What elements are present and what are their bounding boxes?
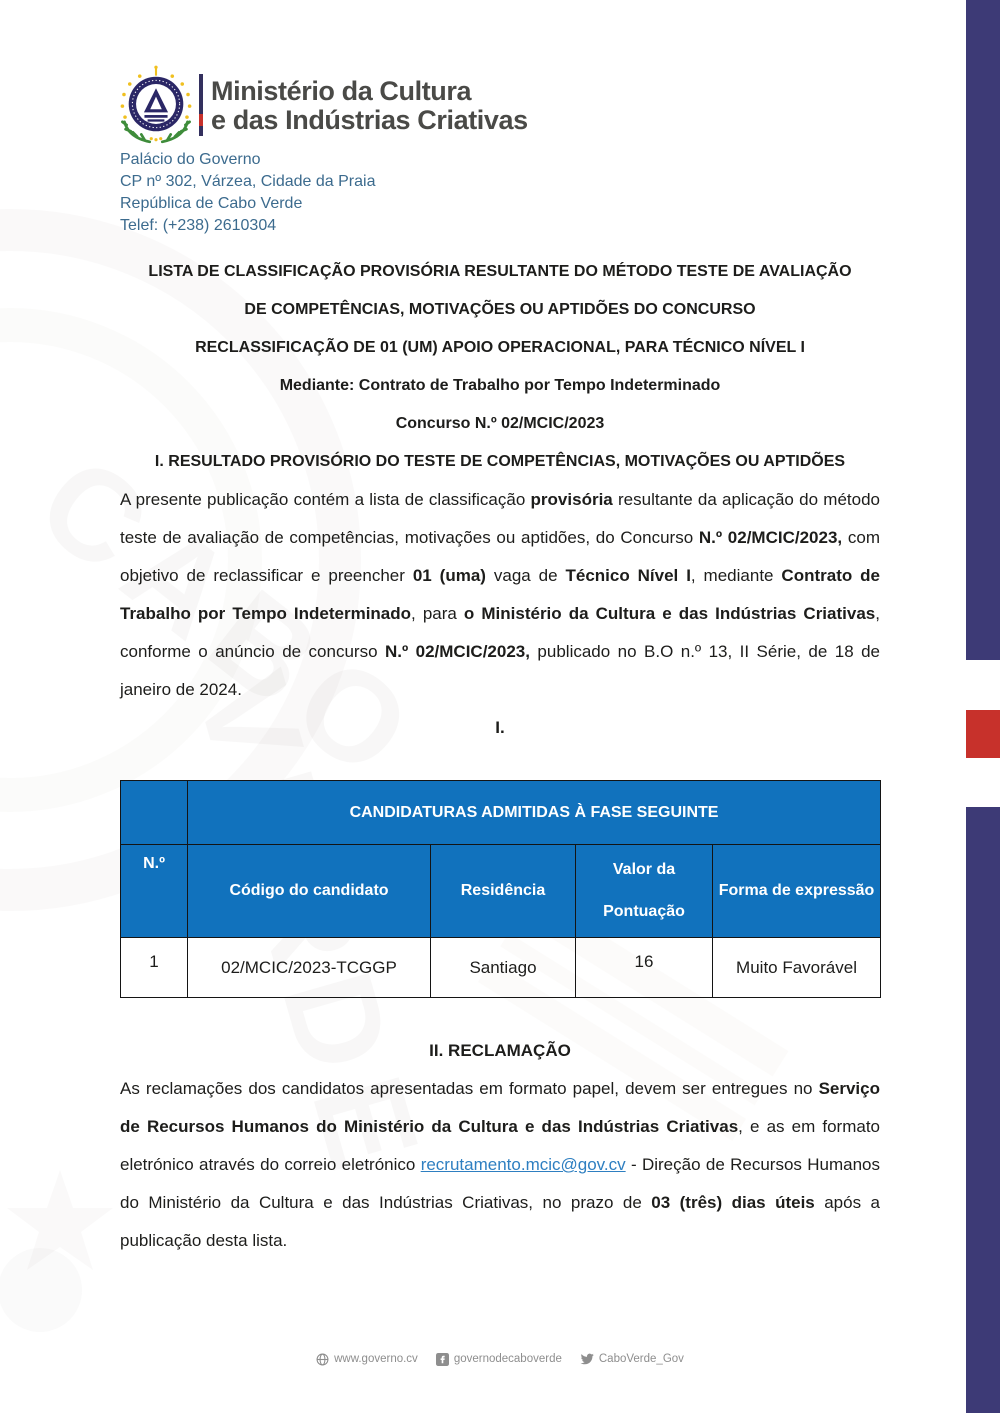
footer-website-label: www.governo.cv xyxy=(334,1353,418,1365)
text-run: 01 (uma) xyxy=(412,566,486,585)
footer-facebook xyxy=(436,1353,562,1366)
globe-icon xyxy=(316,1353,329,1366)
title-line: Concurso N.º 02/MCIC/2023 xyxy=(395,415,605,432)
ministry-name-line2: e das Indústrias Criativas xyxy=(211,105,528,135)
text-run: Técnico Nível I xyxy=(565,566,691,585)
table-row xyxy=(121,938,881,998)
text-run: vaga de xyxy=(485,566,566,585)
text-run: , e as em formato eletrónico através do correio eletrónico xyxy=(120,1117,881,1174)
ministry-name-line1: Ministério da Cultura xyxy=(211,76,472,106)
cell-residencia: Santiago xyxy=(431,938,576,998)
column-header-codigo: Código do candidato xyxy=(188,845,431,938)
email-link[interactable]: recrutamento.mcic@gov.cv xyxy=(420,1155,626,1174)
text-run: N.º 02/MCIC/2023, xyxy=(384,642,530,661)
address-line: Palácio do Governo xyxy=(120,151,261,168)
footer-twitter xyxy=(580,1352,684,1366)
facebook-icon xyxy=(436,1353,449,1366)
text-run: com objetivo de reclassificar e preencher xyxy=(120,528,880,585)
text-run: , conforme o anúncio de concurso xyxy=(120,604,880,661)
cell-valor: 16 xyxy=(576,938,713,998)
column-header-valor: Valor da Pontuação xyxy=(576,845,713,938)
paragraph-result xyxy=(120,481,880,709)
section2-heading: II. RECLAMAÇÃO xyxy=(429,1041,571,1060)
text-run: N.º 02/MCIC/2023, xyxy=(698,528,843,547)
text-run: após a publicação desta lista. xyxy=(120,1193,881,1250)
text-run: , para xyxy=(411,604,464,623)
text-run: - Direção de Recursos Humanos do Ministério da Cultura e das Indústrias Criativas, no prazo de xyxy=(120,1155,880,1212)
text-run: o Ministério da Cultura e das Indústrias Criativas xyxy=(463,604,876,623)
accent-bar-bottom xyxy=(966,807,1000,1413)
text-run: 03 (três) dias úteis xyxy=(651,1193,815,1212)
address-block xyxy=(120,149,375,237)
footer-twitter-label: CaboVerde_Gov xyxy=(598,1353,684,1365)
column-header-forma: Forma de expressão xyxy=(713,845,881,938)
address-line: CP nº 302, Várzea, Cidade da Praia xyxy=(120,173,376,190)
title-line: LISTA DE CLASSIFICAÇÃO PROVISÓRIA RESULTANTE DO MÉTODO TESTE DE AVALIAÇÃO xyxy=(148,263,852,280)
cabo-verde-coat-of-arms-icon xyxy=(116,62,196,146)
column-header-residencia: Residência xyxy=(431,845,576,938)
section1-heading: I. RESULTADO PROVISÓRIO DO TESTE DE COMPETÊNCIAS, MOTIVAÇÕES OU APTIDÕES xyxy=(154,453,846,470)
text-run: provisória xyxy=(530,490,613,509)
text-run: publicado no B.O n.º 13, II Série, de 18 de janeiro de 2024. xyxy=(120,642,881,699)
twitter-icon xyxy=(580,1352,594,1366)
accent-bar-red xyxy=(966,710,1000,758)
address-line: República de Cabo Verde xyxy=(120,195,303,212)
candidates-table xyxy=(120,780,881,998)
title-line: RECLASSIFICAÇÃO DE 01 (UM) APOIO OPERACIONAL, PARA TÉCNICO NÍVEL I xyxy=(195,339,805,356)
text-run: Serviço de Recursos Humanos do Ministério da Cultura e das Indústrias Criativas xyxy=(120,1079,880,1136)
address-line: Telef: (+238) 2610304 xyxy=(120,217,277,234)
text-run: As reclamações dos candidatos apresentadas em formato papel, devem ser entregues no xyxy=(120,1079,819,1098)
text-run: , mediante xyxy=(690,566,782,585)
roman-divider: I. xyxy=(495,718,505,737)
title-line: DE COMPETÊNCIAS, MOTIVAÇÕES OU APTIDÕES DO CONCURSO xyxy=(244,301,756,318)
column-header-numero: N.º xyxy=(121,845,188,938)
header-divider xyxy=(199,74,203,136)
footer-website xyxy=(316,1353,418,1366)
cell-forma: Muito Favorável xyxy=(713,938,881,998)
table-corner-cell xyxy=(121,781,188,845)
cell-numero: 1 xyxy=(121,938,188,998)
footer-facebook-label: governodecaboverde xyxy=(453,1353,562,1365)
accent-bar-top xyxy=(966,0,1000,660)
table-merged-header: CANDIDATURAS ADMITIDAS À FASE SEGUINTE xyxy=(188,781,881,845)
text-run: Contrato de Trabalho por Tempo Indeterminado xyxy=(120,566,880,623)
cell-codigo: 02/MCIC/2023-TCGGP xyxy=(188,938,431,998)
text-run: resultante da aplicação do método teste de avaliação de competências, motivações ou aptidões, do Concurso xyxy=(120,490,880,547)
ministry-name xyxy=(211,77,528,135)
text-run: A presente publicação contém a lista de classificação xyxy=(120,490,531,509)
footer xyxy=(0,1352,1000,1366)
document-body xyxy=(120,253,880,1260)
title-line: Mediante: Contrato de Trabalho por Tempo Indeterminado xyxy=(279,377,721,394)
paragraph-reclamacao xyxy=(120,1070,880,1260)
